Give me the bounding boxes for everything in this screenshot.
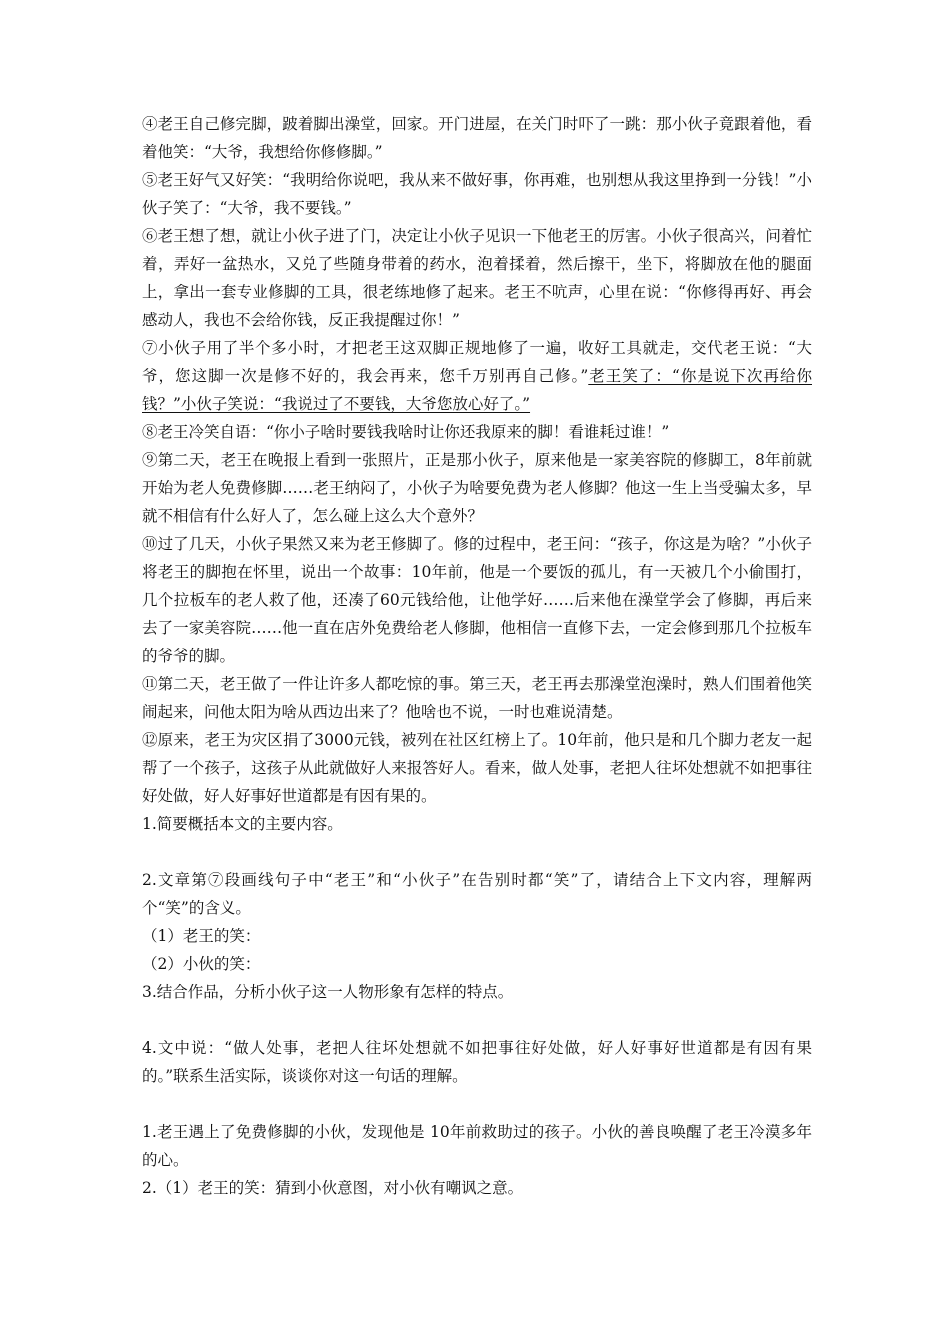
paragraph-12: ⑫原来，老王为灾区捐了3000元钱，被列在社区红榜上了。10年前，他只是和几个脚力老友一起帮了一个孩子，这孩子从此就做好人来报答好人。看来，做人处事，老把人往坏处想就不如把事往好处做，好人好事好世道都是有因有果的。: [142, 731, 812, 805]
question-1: 1.简要概括本文的主要内容。: [142, 815, 343, 833]
answer-1: 1.老王遇上了免费修脚的小伙，发现他是 10年前救助过的孩子。小伙的善良唤醒了老王冷漠多年的心。: [142, 1123, 812, 1169]
paragraph-8: ⑧老王冷笑自语：“你小子啥时要钱我啥时让你还我原来的脚！看谁耗过谁！”: [142, 423, 670, 441]
answer-2-part-1: 2.（1）老王的笑：猜到小伙意图，对小伙有嘲讽之意。: [142, 1179, 524, 1197]
paragraph-7: [142, 334, 812, 418]
paragraph-6: ⑥老王想了想，就让小伙子进了门，决定让小伙子见识一下他老王的厉害。小伙子很高兴，问着忙着，弄好一盆热水，又兑了些随身带着的药水，泡着揉着，然后擦干，坐下，将脚放在他的腿面上，拿出一套专业修脚的工具，很老练地修了起来。老王不吭声，心里在说：“你修得再好、再会感动人，我也不会给你钱，反正我提醒过你！”: [142, 227, 812, 329]
question-4: 4.文中说：“做人处事，老把人往坏处想就不如把事往好处做，好人好事好世道都是有因有果的。”联系生活实际，谈谈你对这一句话的理解。: [142, 1039, 812, 1085]
answer-space: [142, 1090, 812, 1118]
question-3: 3.结合作品，分析小伙子这一人物形象有怎样的特点。: [142, 983, 514, 1001]
paragraph-9: ⑨第二天，老王在晚报上看到一张照片，正是那小伙子，原来他是一家美容院的修脚工，8年前就开始为老人免费修脚……老王纳闷了，小伙子为啥要免费为老人修脚？他这一生上当受骗太多，早就不相信有什么好人了，怎么碰上这么大个意外？: [142, 451, 812, 525]
answer-space: [142, 1006, 812, 1034]
question-2: 2.文章第⑦段画线句子中“老王”和“小伙子”在告别时都“笑”了，请结合上下文内容，理解两个“笑”的含义。: [142, 871, 812, 917]
paragraph-4: ④老王自己修完脚，跛着脚出澡堂，回家。开门进屋，在关门时吓了一跳：那小伙子竟跟着他，看着他笑：“大爷，我想给你修修脚。”: [142, 115, 812, 161]
paragraph-11: ⑪第二天，老王做了一件让许多人都吃惊的事。第三天，老王再去那澡堂泡澡时，熟人们围着他笑闹起来，问他太阳为啥从西边出来了？他啥也不说，一时也难说清楚。: [142, 675, 812, 721]
paragraph-10: ⑩过了几天，小伙子果然又来为老王修脚了。修的过程中，老王问：“孩子，你这是为啥？”小伙子将老王的脚抱在怀里，说出一个故事：10年前，他是一个要饭的孤儿，有一天被几个小偷围打，几个拉板车的老人救了他，还凑了60元钱给他，让他学好……后来他在澡堂学会了修脚，再后来去了一家美容院……他一直在店外免费给老人修脚，他相信一直修下去，一定会修到那几个拉板车的爷爷的脚。: [142, 535, 812, 665]
question-2-part-1: （1）老王的笑：: [142, 927, 261, 945]
question-2-part-2: （2）小伙的笑：: [142, 955, 261, 973]
document-page: [142, 110, 812, 1202]
paragraph-5: ⑤老王好气又好笑：“我明给你说吧，我从来不做好事，你再难，也别想从我这里挣到一分钱！”小伙子笑了：“大爷，我不要钱。”: [142, 171, 812, 217]
answer-space: [142, 838, 812, 866]
paragraph-7-underlined-sentence: 老王笑了：“你是说下次再给你钱？”小伙子笑说：“我说过了不要钱，大爷您放心好了。”: [142, 367, 812, 413]
paragraph-7-text: ⑦小伙子用了半个多小时，才把老王这双脚正规地修了一遍，收好工具就走，交代老王说：“大爷，您这脚一次是修不好的，我会再来，您千万别再自己修。”: [142, 339, 812, 385]
